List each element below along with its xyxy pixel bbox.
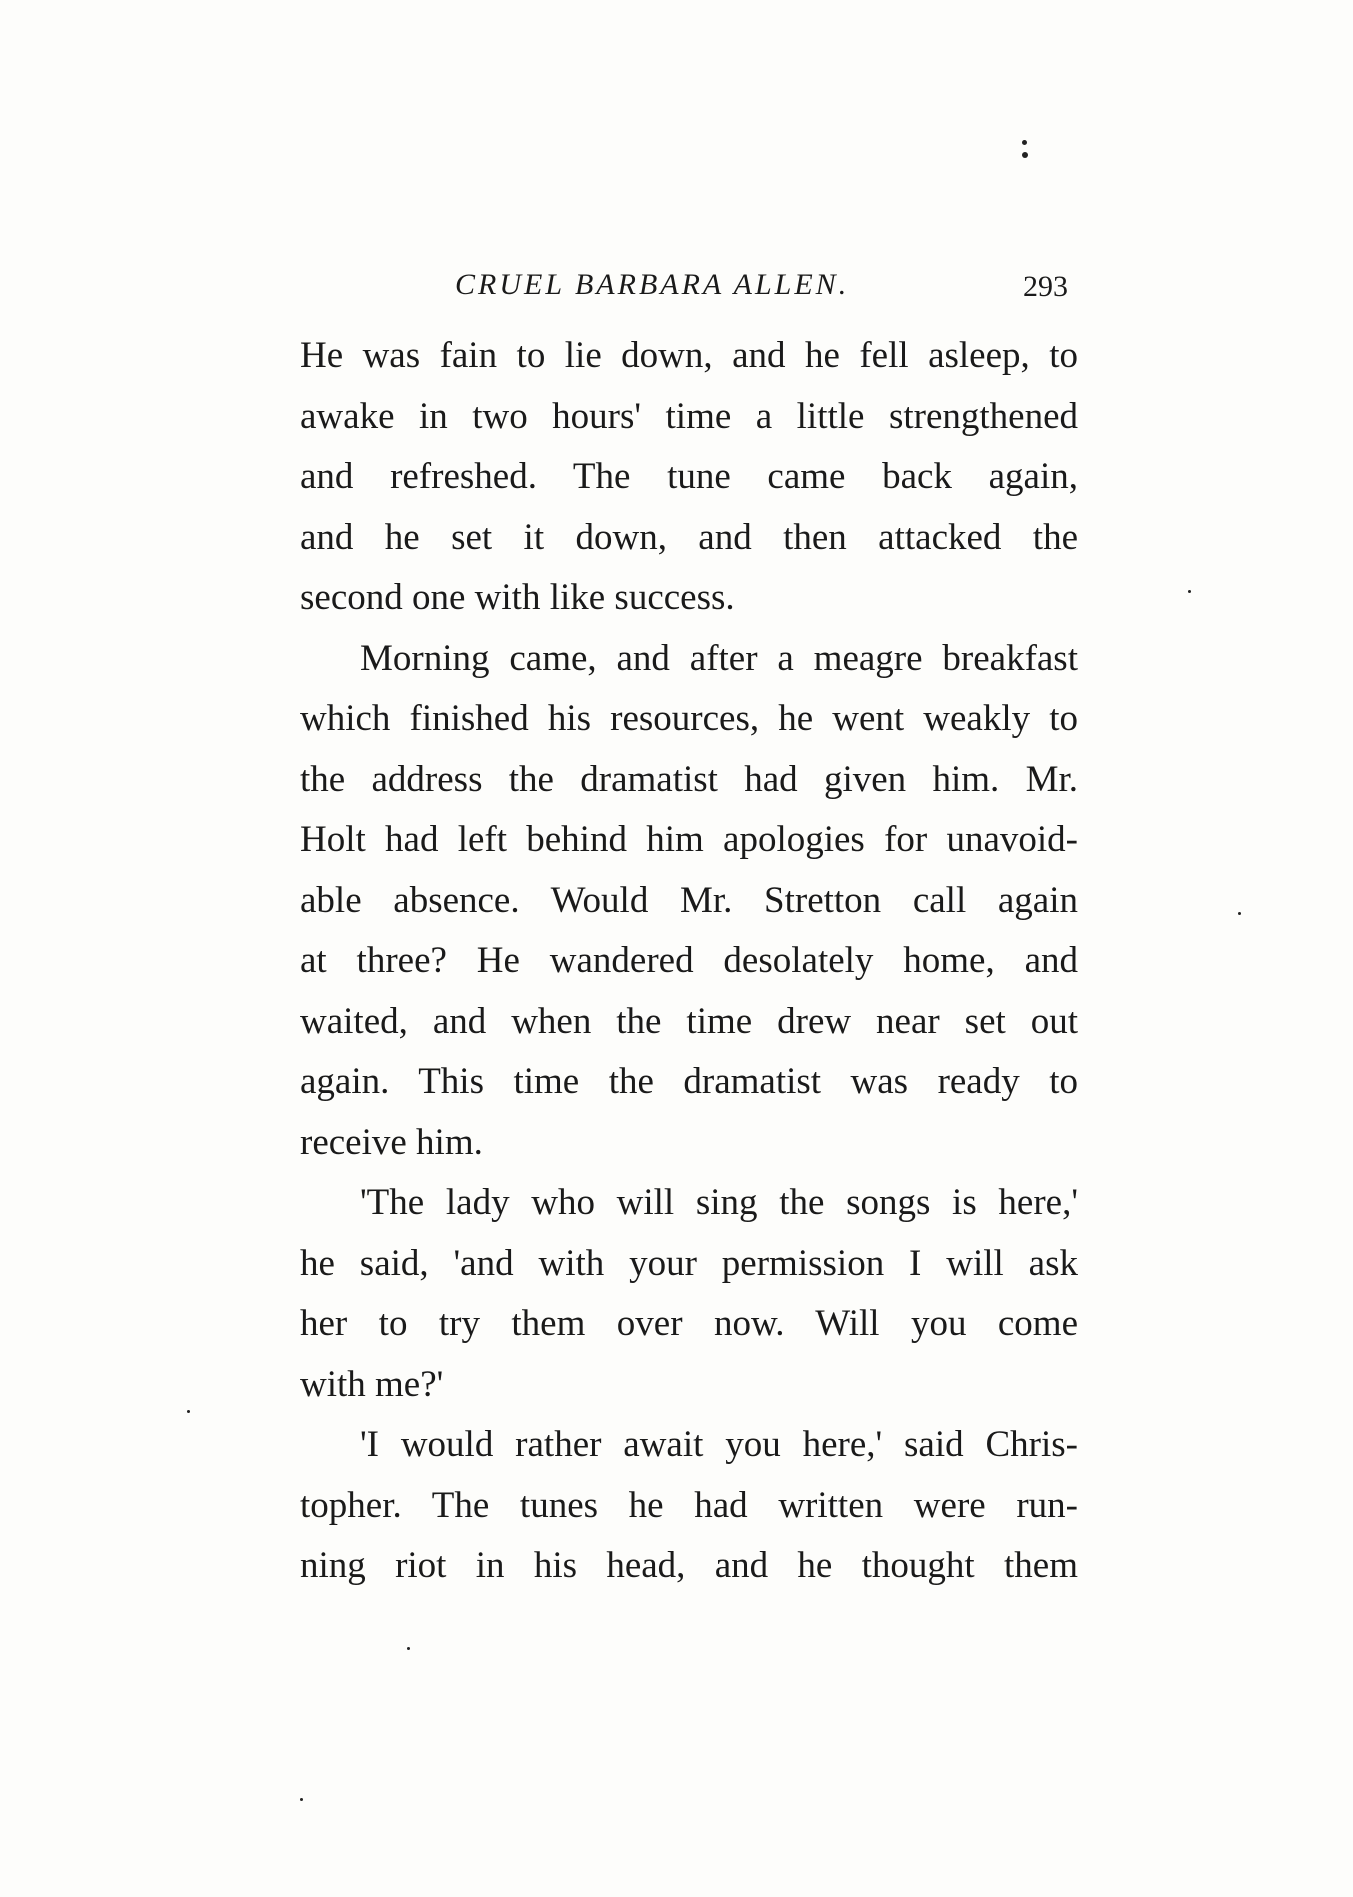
text-line: waited, and when the time drew near set out [300, 1000, 1078, 1042]
text-line: which finished his resources, he went weakly to [300, 698, 1078, 739]
text-line: topher. The tunes he had written were run- [300, 1484, 1078, 1526]
text-line: again. This time the dramatist was ready to [300, 1061, 1078, 1102]
scan-speck [1238, 912, 1241, 915]
text-line: 'I would rather await you here,' said Chris- [360, 1424, 1078, 1465]
text-line: Holt had left behind him apologies for unavoid- [300, 819, 1078, 860]
scan-speck [1022, 152, 1028, 158]
body-text [300, 326, 1078, 1597]
page-number: 293 [1023, 270, 1068, 303]
running-title: CRUEL BARBARA ALLEN. [455, 268, 850, 301]
scan-speck [1188, 590, 1191, 593]
scan-speck [187, 1410, 190, 1413]
scan-speck [407, 1647, 410, 1650]
running-head [300, 268, 1078, 308]
text-line: Morning came, and after a meagre breakfast [360, 637, 1078, 679]
text-line: he said, 'and with your permission I will ask [300, 1242, 1078, 1284]
text-line: and refreshed. The tune came back again, [300, 456, 1078, 497]
text-line: at three? He wandered desolately home, and [300, 940, 1078, 981]
text-line: able absence. Would Mr. Stretton call again [300, 879, 1078, 921]
text-line: her to try them over now. Will you come [300, 1303, 1078, 1344]
scan-speck [300, 1798, 303, 1801]
text-line: awake in two hours' time a little strengthened [300, 395, 1078, 437]
text-line: the address the dramatist had given him. Mr. [300, 758, 1078, 800]
text-line: second one with like success. [300, 577, 735, 618]
text-line: 'The lady who will sing the songs is here,' [360, 1182, 1078, 1223]
scan-speck [1022, 140, 1027, 145]
text-line: He was fain to lie down, and he fell asleep, to [300, 335, 1078, 376]
text-line: and he set it down, and then attacked the [300, 516, 1078, 558]
text-line: receive him. [300, 1121, 483, 1163]
text-line: with me?' [300, 1363, 444, 1405]
text-line: ning riot in his head, and he thought them [300, 1545, 1078, 1586]
